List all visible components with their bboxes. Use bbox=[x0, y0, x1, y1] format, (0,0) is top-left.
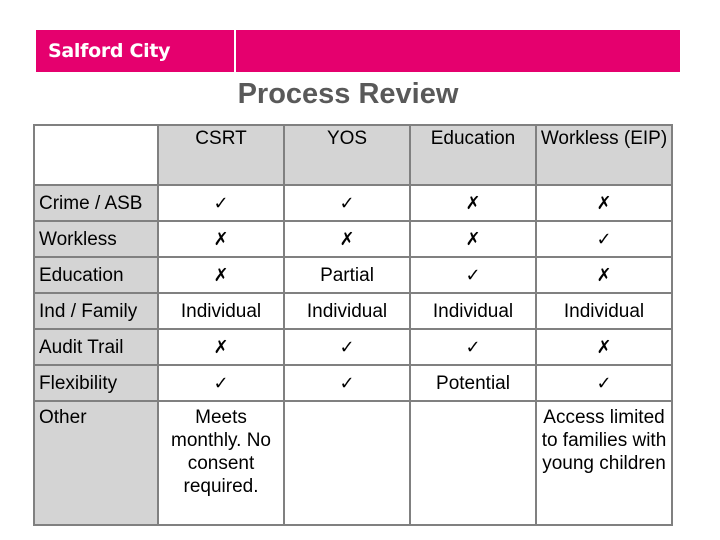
table-cell: ✗ bbox=[536, 185, 672, 221]
table-cell: ✓ bbox=[158, 365, 284, 401]
table-cell: ✓ bbox=[410, 329, 536, 365]
row-label: Ind / Family bbox=[34, 293, 158, 329]
table-cell: ✓ bbox=[410, 257, 536, 293]
table-cell: ✓ bbox=[158, 185, 284, 221]
table-row bbox=[34, 257, 672, 293]
table-cell: Individual bbox=[158, 293, 284, 329]
table-cell bbox=[284, 401, 410, 525]
table-row bbox=[34, 365, 672, 401]
table-cell bbox=[410, 401, 536, 525]
table-cell: ✗ bbox=[536, 257, 672, 293]
row-label: Other bbox=[34, 401, 158, 525]
table-row bbox=[34, 293, 672, 329]
table-row bbox=[34, 401, 672, 525]
table-cell: ✗ bbox=[158, 221, 284, 257]
table-cell: ✓ bbox=[536, 221, 672, 257]
header-row bbox=[34, 125, 672, 185]
table-cell: ✓ bbox=[284, 329, 410, 365]
row-label: Flexibility bbox=[34, 365, 158, 401]
column-header-education: Education bbox=[410, 125, 536, 185]
logo-divider bbox=[234, 30, 236, 72]
table-row bbox=[34, 185, 672, 221]
table-cell: ✓ bbox=[284, 185, 410, 221]
table-row bbox=[34, 329, 672, 365]
page-title: Process Review bbox=[237, 78, 459, 110]
table-cell: ✗ bbox=[158, 257, 284, 293]
table-cell: ✗ bbox=[410, 185, 536, 221]
column-header-workless-eip: Workless (EIP) bbox=[536, 125, 672, 185]
corner-cell bbox=[34, 125, 158, 185]
table-row bbox=[34, 221, 672, 257]
table-cell: Access limited to families with young children bbox=[536, 401, 672, 525]
row-label: Workless bbox=[34, 221, 158, 257]
council-logo: Salford City Council bbox=[48, 40, 171, 104]
process-review-table bbox=[33, 124, 673, 526]
table-cell: ✗ bbox=[284, 221, 410, 257]
table-cell: Individual bbox=[536, 293, 672, 329]
table-cell: Potential bbox=[410, 365, 536, 401]
table-cell: Partial bbox=[284, 257, 410, 293]
table-cell: ✓ bbox=[284, 365, 410, 401]
table-cell: ✓ bbox=[536, 365, 672, 401]
row-label: Crime / ASB bbox=[34, 185, 158, 221]
table-cell: ✗ bbox=[158, 329, 284, 365]
column-header-csrt: CSRT bbox=[158, 125, 284, 185]
table-cell: Individual bbox=[410, 293, 536, 329]
column-header-yos: YOS bbox=[284, 125, 410, 185]
table-cell: Meets monthly. No consent required. bbox=[158, 401, 284, 525]
table-cell: ✗ bbox=[536, 329, 672, 365]
row-label: Education bbox=[34, 257, 158, 293]
table-cell: Individual bbox=[284, 293, 410, 329]
table-cell: ✗ bbox=[410, 221, 536, 257]
row-label: Audit Trail bbox=[34, 329, 158, 365]
